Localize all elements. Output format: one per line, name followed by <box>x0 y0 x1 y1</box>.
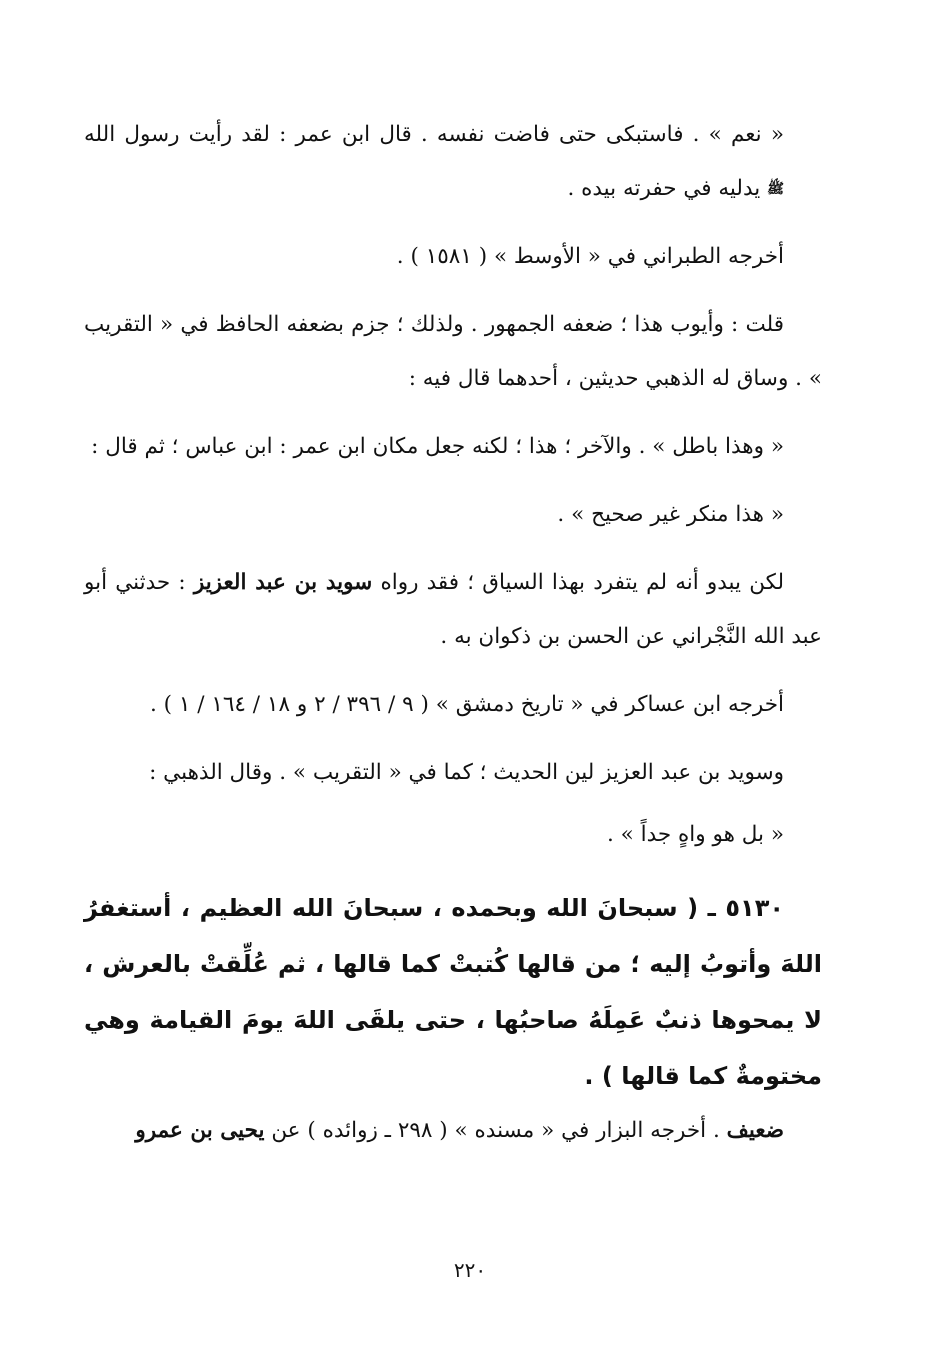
takhrij-text: . أخرجه البزار في « مسنده » ( ٢٩٨ ـ زوائده ) عن <box>264 1118 727 1143</box>
paragraph-dhahabi-quote: « وهذا باطل » . والآخر ؛ هذا ؛ لكنه جعل مكان ابن عمر : ابن عباس ؛ ثم قال : <box>91 434 784 459</box>
paragraph-narration-end <box>84 108 822 216</box>
grade-label: ضعيف <box>726 1118 784 1143</box>
chain-text-end: : حدثني أبو عبد الله النَّجْراني عن الحسن بن ذكوان به . <box>84 570 822 649</box>
paragraph-grading-bazzar <box>84 1104 822 1158</box>
paragraph-suwayd-chain <box>84 556 822 664</box>
salawat-symbol: ﷺ <box>767 181 784 197</box>
page-number: ٢٢٠ <box>453 1258 487 1282</box>
narration-text: « نعم » . فاستبكى حتى فاضت نفسه . قال ابن عمر : لقد رأيت رسول الله <box>84 122 784 147</box>
paragraph-munkar-quote: « هذا منكر غير صحيح » . <box>557 502 784 527</box>
hadith-5130-text: ٥١٣٠ ـ ( سبحانَ الله وبحمده ، سبحانَ الله العظيم ، أستغفرُ اللهَ وأتوبُ إليه ؛ من قالها كُتبتْ كما قالها ، ثم عُلِّقتْ بالعرش ، لا يمحوها ذنبٌ عَمِلَهُ صاحبُها ، حتى يلقَى اللهَ يومَ القيامة وهي مختومةٌ كما قالها ) . <box>84 894 822 1090</box>
paragraph-comment-ayyub: قلت : وأيوب هذا ؛ ضعفه الجمهور . ولذلك ؛ جزم بضعفه الحافظ في « التقريب » . وساق له الذهبي حديثين ، أحدهما قال فيه : <box>84 312 822 391</box>
paragraph-takhrij-tabarani: أخرجه الطبراني في « الأوسط » ( ١٥٨١ ) . <box>396 244 784 269</box>
paragraph-wahin-quote: « بل هو واهٍ جداً » . <box>606 822 784 847</box>
narrator-name-yahya: يحيى بن عمرو <box>135 1118 265 1143</box>
page-body <box>84 108 822 1158</box>
narrator-name: سويد بن عبد العزيز <box>193 570 373 595</box>
paragraph-takhrij-asakir: أخرجه ابن عساكر في « تاريخ دمشق » ( ٩ / ٣٩٦ / ٢ و ١٨ / ١٦٤ / ١ ) . <box>149 692 784 717</box>
narration-text-end: يدليه في حفرته بيده . <box>567 176 768 201</box>
chain-text-start: لكن يبدو أنه لم يتفرد بهذا السياق ؛ فقد رواه <box>372 570 784 595</box>
paragraph-suwayd-grading: وسويد بن عبد العزيز لين الحديث ؛ كما في « التقريب » . وقال الذهبي : <box>149 760 784 785</box>
